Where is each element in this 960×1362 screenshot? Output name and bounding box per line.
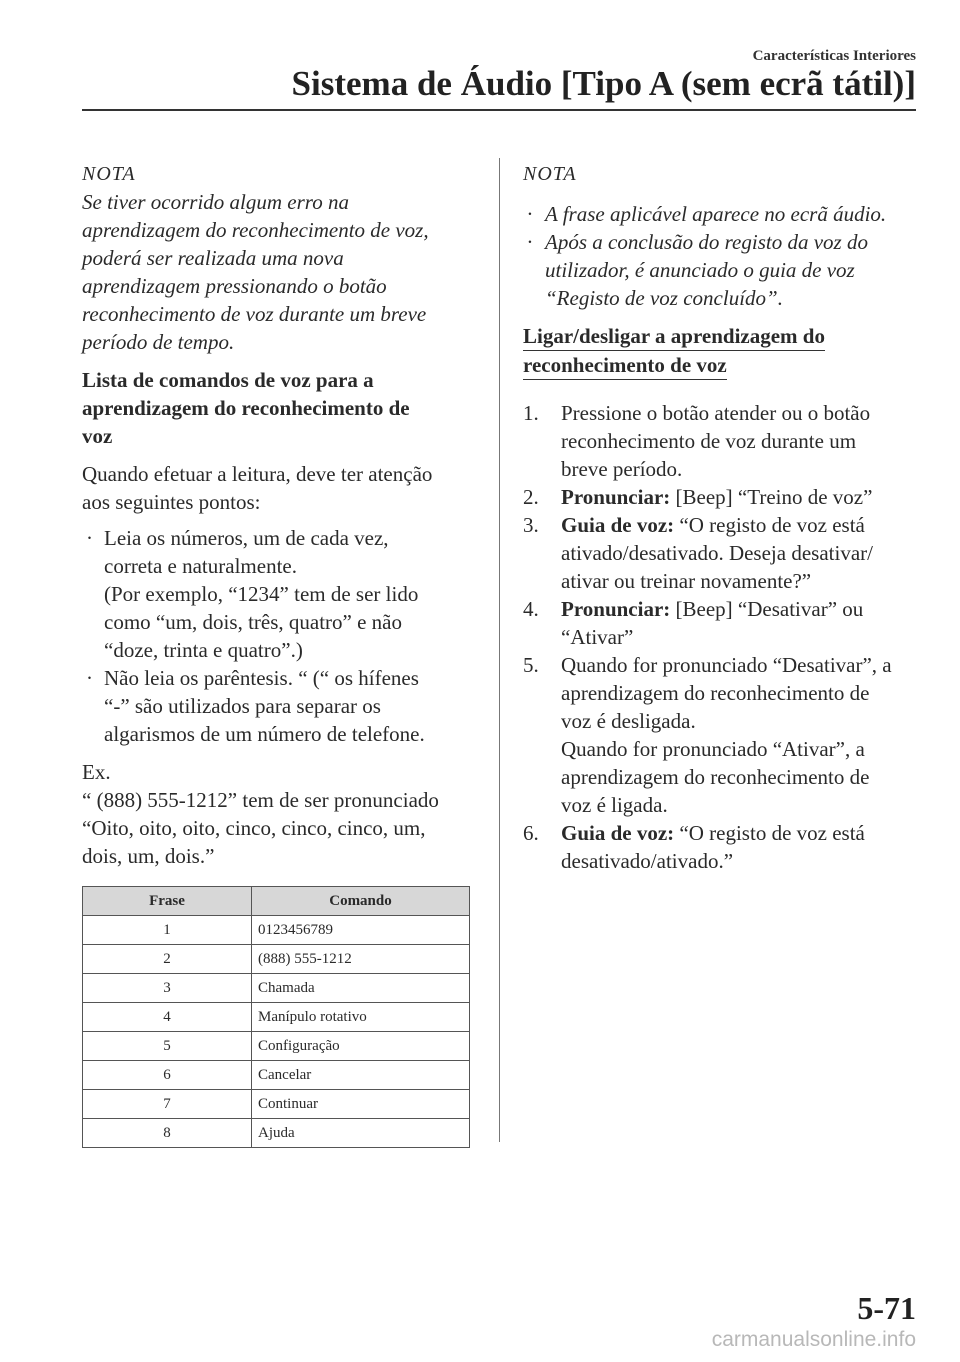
text-line: reconhecimento de voz durante um (561, 429, 857, 453)
text-line: Quando for pronunciado “Ativar”, a (561, 737, 865, 761)
bullet-icon: · (86, 526, 93, 550)
text-line: breve período. (561, 457, 683, 481)
example-paragraph (82, 758, 480, 870)
text-line: “O registo de voz está (674, 513, 865, 537)
intro-paragraph (82, 460, 480, 516)
text-line: utilizador, é anunciado o guia de voz (545, 258, 855, 282)
list-item (82, 664, 480, 748)
table-cell-frase: 2 (83, 945, 252, 974)
list-item (523, 200, 923, 228)
step-list (523, 399, 923, 875)
text-line: aprendizagem do reconhecimento de (561, 765, 870, 789)
step-number: 1. (523, 401, 539, 425)
step-number: 3. (523, 513, 539, 537)
list-item (523, 228, 923, 312)
text-line: Não leia os parêntesis. “ (“ os hífenes (104, 666, 419, 690)
text-line: [Beep] “Desativar” ou (670, 597, 864, 621)
text-line: como “um, dois, três, quatro” e não (104, 610, 402, 634)
bullet-icon: · (86, 666, 93, 690)
table-row (83, 1090, 470, 1119)
text-line: ativado/desativado. Deseja desativar/ (561, 541, 873, 565)
table-cell-frase: 7 (83, 1090, 252, 1119)
text-line: Quando efetuar a leitura, deve ter atenção (82, 462, 433, 486)
note-label: NOTA (82, 163, 136, 185)
text-line: ativar ou treinar novamente?” (561, 569, 812, 593)
text-line: aprendizagem do reconhecimento de voz, (82, 218, 429, 242)
note-label: NOTA (523, 163, 577, 185)
list-item (523, 651, 923, 819)
list-item (523, 511, 923, 595)
step-number: 6. (523, 821, 539, 845)
text-line: dois, um, dois.” (82, 844, 215, 868)
right-column (523, 160, 923, 875)
table-cell-comando: Configuração (252, 1032, 470, 1061)
list-item (523, 595, 923, 651)
table-cell-frase: 3 (83, 974, 252, 1003)
list-item (82, 524, 480, 664)
table-row (83, 1032, 470, 1061)
text-line: desativado/ativado.” (561, 849, 734, 873)
heading-line: reconhecimento de voz (523, 351, 727, 380)
column-header-frase: Frase (83, 887, 252, 916)
text-line: aprendizagem do reconhecimento de (561, 681, 870, 705)
text-line: Pressione o botão atender ou o botão (561, 401, 871, 425)
header-section-label: Características Interiores (752, 48, 916, 64)
heading-line: aprendizagem do reconhecimento de (82, 396, 410, 420)
page-number: 5-71 (857, 1290, 916, 1326)
table-cell-comando: Ajuda (252, 1119, 470, 1148)
table-cell-frase: 5 (83, 1032, 252, 1061)
column-header-comando: Comando (252, 887, 470, 916)
table-cell-comando: 0123456789 (252, 916, 470, 945)
bullet-icon: · (527, 202, 533, 226)
bullet-icon: · (527, 230, 533, 254)
text-line: aprendizagem pressionando o botão (82, 274, 387, 298)
table-cell-frase: 4 (83, 1003, 252, 1032)
step-label: Guia de voz: (561, 513, 675, 537)
text-line: correta e naturalmente. (104, 554, 297, 578)
list-item (523, 399, 923, 483)
text-line: Após a conclusão do registo da voz do (545, 230, 868, 254)
left-column (82, 160, 480, 1148)
note-bullet-list (523, 200, 923, 312)
list-item (523, 483, 923, 511)
table-row (83, 974, 470, 1003)
text-line: “-” são utilizados para separar os (104, 694, 381, 718)
column-divider (499, 158, 500, 1142)
table-row (83, 1003, 470, 1032)
table-cell-comando: Manípulo rotativo (252, 1003, 470, 1032)
step-label: Pronunciar: (561, 485, 671, 509)
heading-line: Ligar/desligar a aprendizagem do (523, 322, 825, 351)
text-line: “ (888) 555-1212” tem de ser pronunciado (82, 788, 439, 812)
page-title: Sistema de Áudio [Tipo A (sem ecrã tátil)] (291, 64, 916, 103)
table-row (83, 1119, 470, 1148)
section-heading (82, 366, 480, 450)
text-line: Se tiver ocorrido algum erro na (82, 190, 349, 214)
section-heading (523, 322, 825, 380)
watermark: carmanualsonline.info (711, 1328, 916, 1351)
step-label: Pronunciar: (561, 597, 671, 621)
heading-line: Lista de comandos de voz para a (82, 368, 374, 392)
heading-line: voz (82, 424, 113, 448)
text-line: Leia os números, um de cada vez, (104, 526, 389, 550)
note-text (82, 188, 480, 356)
text-line: voz é ligada. (561, 793, 668, 817)
table-cell-frase: 6 (83, 1061, 252, 1090)
bullet-list (82, 524, 480, 748)
table-cell-comando: Cancelar (252, 1061, 470, 1090)
text-line: voz é desligada. (561, 709, 696, 733)
step-number: 4. (523, 597, 539, 621)
text-line: reconhecimento de voz durante um breve (82, 302, 427, 326)
step-label: Guia de voz: (561, 821, 675, 845)
text-line: A frase aplicável aparece no ecrã áudio. (545, 202, 887, 226)
text-line: (Por exemplo, “1234” tem de ser lido (104, 582, 419, 606)
text-line: Quando for pronunciado “Desativar”, a (561, 653, 892, 677)
table-row (83, 916, 470, 945)
command-table (82, 886, 470, 1148)
table-cell-comando: Continuar (252, 1090, 470, 1119)
table-cell-comando: Chamada (252, 974, 470, 1003)
table-row (83, 1061, 470, 1090)
step-number: 2. (523, 485, 539, 509)
text-line: poderá ser realizada uma nova (82, 246, 344, 270)
table-cell-comando: (888) 555-1212 (252, 945, 470, 974)
table-header-row (83, 887, 470, 916)
header-divider (82, 109, 916, 111)
text-line: “Registo de voz concluído”. (545, 286, 783, 310)
step-number: 5. (523, 653, 539, 677)
text-line: “O registo de voz está (674, 821, 865, 845)
text-line: “Oito, oito, oito, cinco, cinco, cinco, um, (82, 816, 426, 840)
text-line: “Ativar” (561, 625, 634, 649)
text-line: [Beep] “Treino de voz” (670, 485, 873, 509)
table-cell-frase: 1 (83, 916, 252, 945)
list-item (523, 819, 923, 875)
text-line: “doze, trinta e quatro”.) (104, 638, 303, 662)
table-cell-frase: 8 (83, 1119, 252, 1148)
text-line: período de tempo. (82, 330, 235, 354)
text-line: Ex. (82, 760, 111, 784)
text-line: aos seguintes pontos: (82, 490, 261, 514)
text-line: algarismos de um número de telefone. (104, 722, 425, 746)
table-row (83, 945, 470, 974)
